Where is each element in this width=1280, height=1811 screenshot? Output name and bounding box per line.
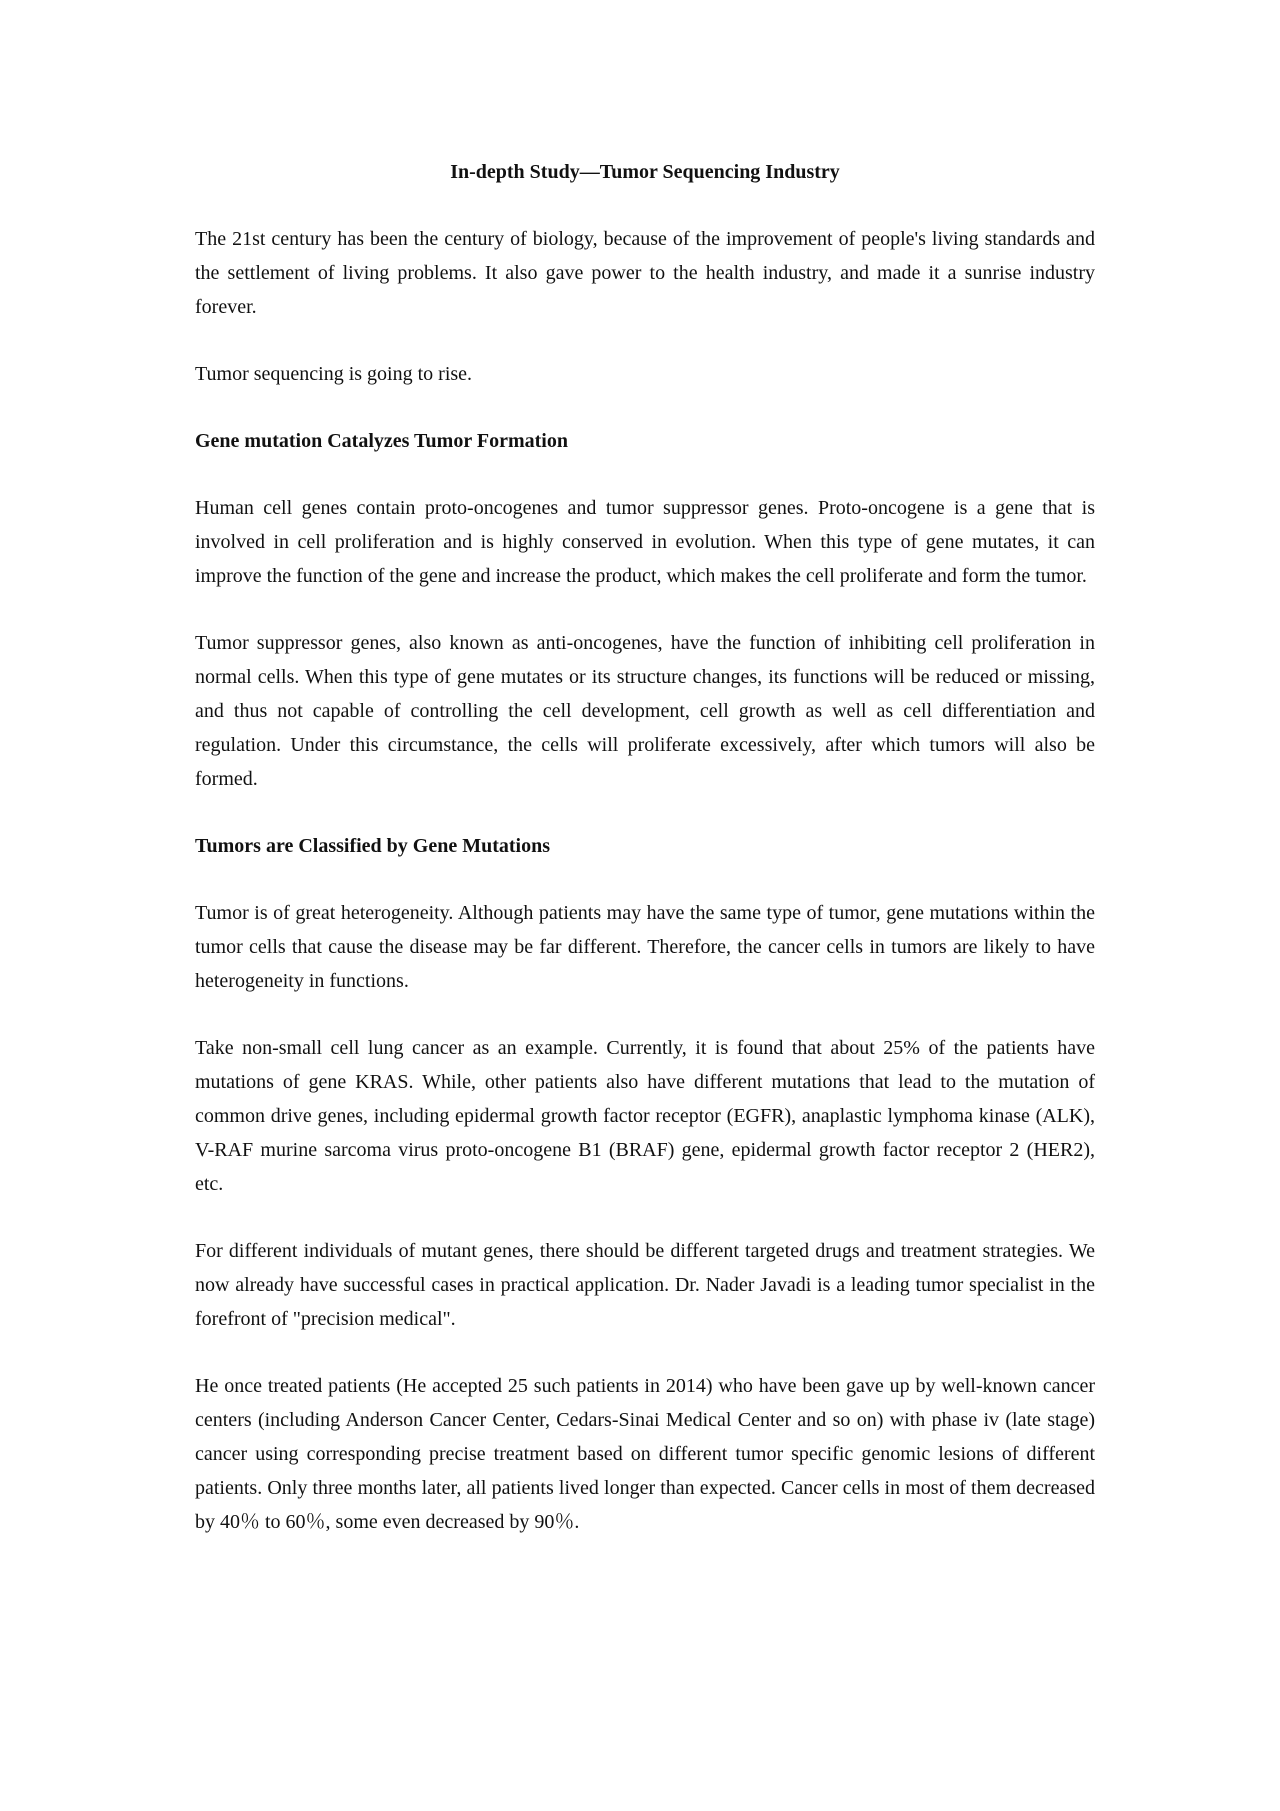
paragraph-tumor-suppressor: Tumor suppressor genes, also known as anti-oncogenes, have the function of inhibiting cell proliferation in normal cells. When this type of gene mutates or its structure changes, its functions will be reduced or missing, and thus not capable of controlling the cell development, cell growth as well as cell differentiation and regulation. Under this circumstance, the cells will proliferate excessively, after which tumors will also be formed. xyxy=(195,632,1095,790)
paragraph-heterogeneity: Tumor is of great heterogeneity. Although patients may have the same type of tumor, gene mutations within the tumor cells that cause the disease may be far different. Therefore, the cancer cells in tumors are likely to have heterogeneity in functions. xyxy=(195,902,1095,992)
document-title: In-depth Study—Tumor Sequencing Industry xyxy=(450,161,840,183)
section-heading-gene-mutation: Gene mutation Catalyzes Tumor Formation xyxy=(195,430,568,452)
paragraph-treatment-results: He once treated patients (He accepted 25 such patients in 2014) who have been gave up by well-known cancer centers (including Anderson Cancer Center, Cedars-Sinai Medical Center and so on) with phase iv (late stage) cancer using corresponding precise treatment based on different tumor specific genomic lesions of different patients. Only three months later, all patients lived longer than expected. Cancer cells in most of them decreased by 40％ to 60％, some even decreased by 90％. xyxy=(195,1375,1095,1533)
section-heading-classification: Tumors are Classified by Gene Mutations xyxy=(195,835,551,857)
paragraph-lung-cancer: Take non-small cell lung cancer as an example. Currently, it is found that about 25% of the patients have mutations of gene KRAS. While, other patients also have different mutations that lead to the mutation of common drive genes, including epidermal growth factor receptor (EGFR), anaplastic lymphoma kinase (ALK), V-RAF murine sarcoma virus proto-oncogene B1 (BRAF) gene, epidermal growth factor receptor 2 (HER2), etc. xyxy=(195,1037,1095,1195)
paragraph-targeted-drugs: For different individuals of mutant genes, there should be different targeted drugs and treatment strategies. We now already have successful cases in practical application. Dr. Nader Javadi is a leading tumor specialist in the forefront of "precision medical". xyxy=(195,1240,1095,1330)
paragraph-intro: The 21st century has been the century of biology, because of the improvement of people's living standards and the settlement of living problems. It also gave power to the health industry, and made it a sunrise industry forever. xyxy=(195,228,1095,318)
document-page xyxy=(195,155,1095,1572)
paragraph-proto-oncogenes: Human cell genes contain proto-oncogenes and tumor suppressor genes. Proto-oncogene is a gene that is involved in cell proliferation and is highly conserved in evolution. When this type of gene mutates, it can improve the function of the gene and increase the product, which makes the cell proliferate and form the tumor. xyxy=(195,497,1095,587)
paragraph-rise: Tumor sequencing is going to rise. xyxy=(195,363,473,385)
